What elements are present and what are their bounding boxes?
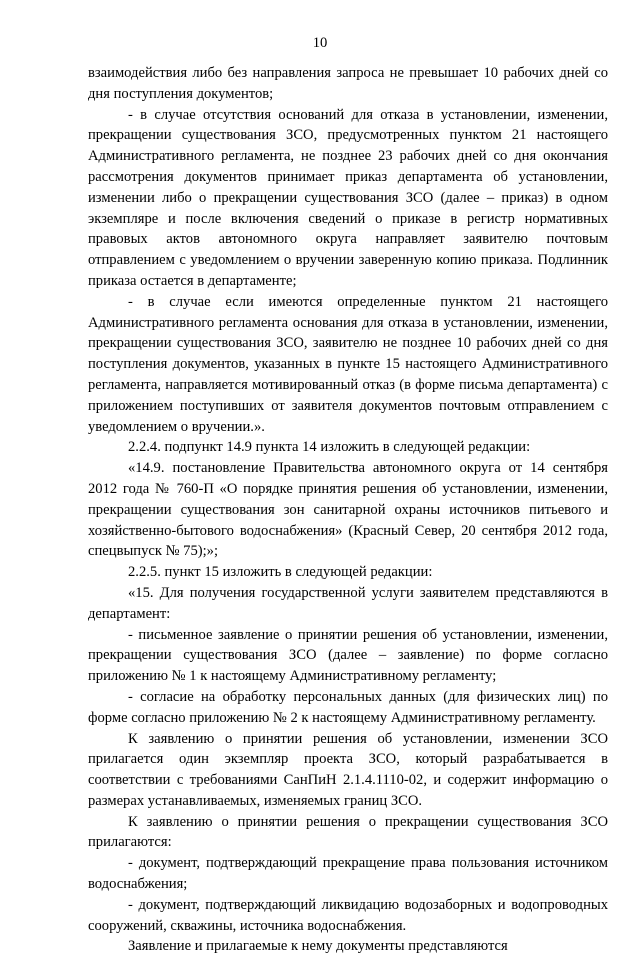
paragraph: - согласие на обработку персональных данных (для физических лиц) по форме согласно приложению № 2 к настоящему Административному регламенту.	[88, 688, 608, 726]
paragraph: 2.2.5. пункт 15 изложить в следующей редакции:	[128, 564, 433, 581]
paragraph: - письменное заявление о принятии решения об установлении, изменении, прекращении существования ЗСО (далее – заявление) по форме согласно приложению № 1 к настоящему Административному регламенту;	[88, 626, 608, 685]
paragraph: «14.9. постановление Правительства автономного округа от 14 сентября 2012 года № 760-П «О порядке принятия решения об установлении, изменении, прекращении существования зон санитарной охраны источников питьевого и хозяйственно-бытового водоснабжения» (Красный Север, 20 сентября 2012 года, спецвыпуск № 75);»;	[88, 460, 608, 560]
paragraph: взаимодействия либо без направления запроса не превышает 10 рабочих дней со дня поступления документов;	[88, 65, 608, 102]
paragraph: К заявлению о принятии решения об установлении, изменении ЗСО прилагается один экземпляр проекта ЗСО, который разрабатывается в соответствии с требованиями СанПиН 2.1.4.1110-02, и содержит информацию о размерах устанавливаемых, изменяемых границ ЗСО.	[88, 730, 608, 809]
paragraph: «15. Для получения государственной услуги заявителем представляются в департамент:	[88, 584, 608, 622]
paragraph: 2.2.4. подпункт 14.9 пункта 14 изложить в следующей редакции:	[128, 439, 531, 456]
paragraph: - в случае отсутствия оснований для отказа в установлении, изменении, прекращении существования ЗСО, предусмотренных пунктом 21 настоящего Административного регламента, не позднее 23 рабочих дней со дня окончания рассмотрения документов принимает приказ департамента об установлении, изменении либо о прекращении существования ЗСО (далее – приказ) в одном экземпляре и после включения сведений о приказе в регистр нормативных правовых актов автономного округа направляет заявителю почтовым отправлением с уведомлением о вручении заверенную копию приказа. Подлинник приказа остается в департаменте;	[88, 106, 608, 289]
paragraph: - в случае если имеются определенные пунктом 21 настоящего Административного регламента основания для отказа в установлении, изменении, прекращении существования ЗСО, заявителю не позднее 10 рабочих дней со дня поступления документов, указанных в пункте 15 настоящего Административного регламента, направляется мотивированный отказ (в форме письма департамента) с приложением поступивших от заявителя документов почтовым отправлением с уведомлением о вручении.».	[88, 293, 608, 435]
paragraph: - документ, подтверждающий ликвидацию водозаборных и водопроводных сооружений, скважины, источника водоснабжения.	[88, 896, 608, 934]
document-body	[88, 63, 608, 957]
paragraph: Заявление и прилагаемые к нему документы представляются	[128, 938, 508, 955]
paragraph: - документ, подтверждающий прекращение права пользования источником водоснабжения;	[88, 855, 608, 893]
page-number: 10	[312, 35, 328, 51]
paragraph: К заявлению о принятии решения о прекращении существования ЗСО прилагаются:	[88, 813, 608, 851]
